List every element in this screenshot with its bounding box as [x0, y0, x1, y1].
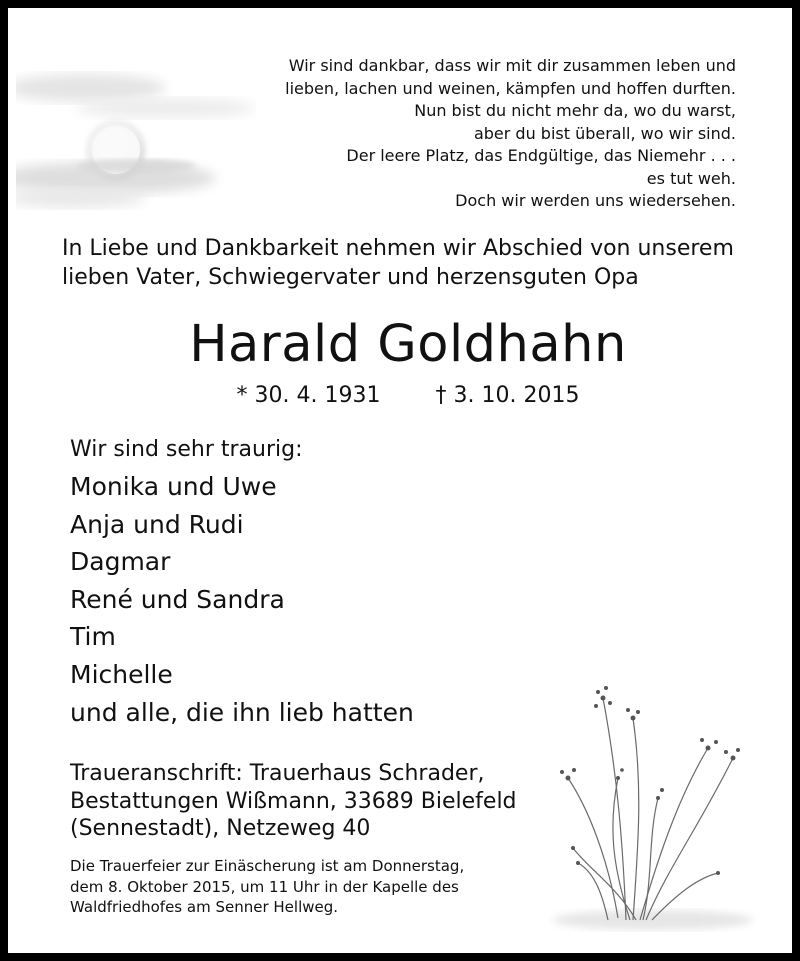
poem-line: aber du bist überall, wo wir sind.: [473, 123, 736, 143]
mourning-address: [70, 760, 517, 843]
address-line: Bestattungen Wißmann, 33689 Bielefeld: [70, 788, 517, 814]
ceremony-line: Die Trauerfeier zur Einäscherung ist am Donnerstag,: [70, 857, 465, 875]
death-date: † 3. 10. 2015: [435, 383, 580, 408]
address-line: Traueranschrift: Trauerhaus Schrader,: [70, 761, 485, 786]
poem-line: lieben, lachen und weinen, kämpfen und hoffen durften.: [285, 78, 736, 98]
ceremony-line: dem 8. Oktober 2015, um 11 Uhr in der Kapelle des: [70, 877, 459, 896]
mourner: Michelle: [70, 659, 173, 689]
poem-line: Doch wir werden uns wiedersehen.: [455, 191, 736, 210]
intro-line-2: lieben Vater, Schwiegervater und herzensguten Opa: [62, 265, 639, 290]
mourner: Tim: [70, 622, 116, 652]
intro-line-1: In Liebe und Dankbarkeit nehmen wir Abschied von unserem: [62, 236, 734, 261]
mourner: Anja und Rudi: [70, 509, 244, 539]
mourners-title: Wir sind sehr traurig:: [70, 437, 303, 462]
poem-line: Der leere Platz, das Endgültige, das Niemehr . . .: [346, 146, 736, 165]
grass-illustration: [548, 658, 758, 933]
mourner: Monika und Uwe: [70, 472, 277, 501]
poem-line: Wir sind dankbar, dass wir mit dir zusammen leben und: [288, 56, 736, 75]
mourner: Dagmar: [70, 547, 171, 577]
address-line: (Sennestadt), Netzeweg 40: [70, 816, 371, 841]
intro-text: [62, 234, 752, 292]
life-dates: [8, 380, 800, 412]
birth-date: * 30. 4. 1931: [236, 383, 381, 408]
mourner: René und Sandra: [70, 584, 285, 614]
poem: [176, 55, 736, 213]
ceremony-info: [70, 856, 464, 918]
mourner: und alle, die ihn lieb hatten: [70, 697, 414, 727]
poem-line: Nun bist du nicht mehr da, wo du warst,: [414, 101, 736, 120]
deceased-name: Harald Goldhahn: [189, 315, 627, 374]
ceremony-line: Waldfriedhofes am Senner Hellweg.: [70, 898, 339, 916]
mourners-list: [70, 468, 414, 731]
poem-line: es tut weh.: [646, 168, 736, 188]
